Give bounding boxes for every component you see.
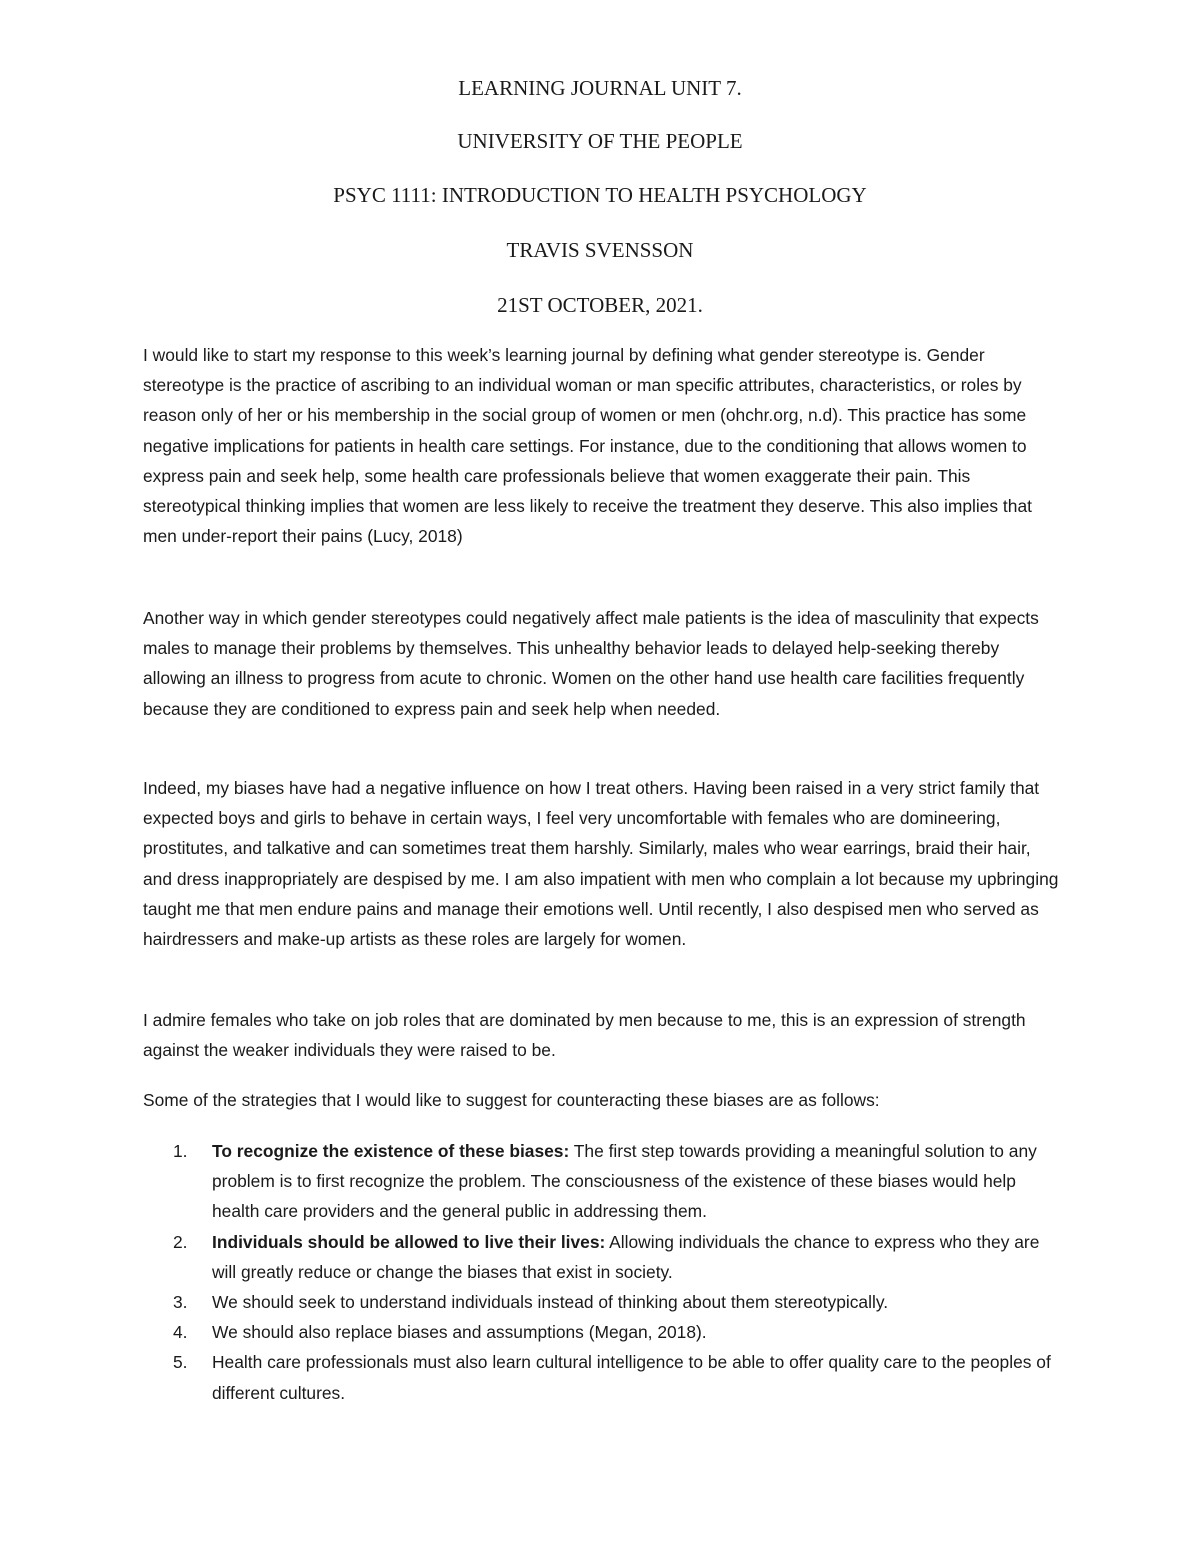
- list-item-text: The first step towards providing a meaningful solution to any problem is to first recognize the problem. The consciousness of the existence of these biases would help health care providers and the general public in addressing them.: [212, 1141, 1037, 1222]
- list-item-text: We should seek to understand individuals instead of thinking about them stereotypically.: [212, 1292, 889, 1313]
- document-date: 21ST OCTOBER, 2021.: [497, 293, 703, 317]
- list-item: [143, 1136, 1063, 1227]
- paragraph-personal-biases: Indeed, my biases have had a negative influence on how I treat others. Having been raised in a very strict family that expected boys and girls to behave in certain ways, I feel very uncomfortable with females who are domineering, prostitutes, and talkative and can sometimes treat them harshly. Similarly, males who wear earrings, braid their hair, and dress inappropriately are despised by me. I am also impatient with men who complain a lot because my upbringing taught me that men endure pains and manage their emotions well. Until recently, I also despised men who served as hairdressers and make-up artists as these roles are largely for women.: [143, 778, 1059, 950]
- paragraph-admiration: I admire females who take on job roles that are dominated by men because to me, this is an expression of strength against the weaker individuals they were raised to be.: [143, 1010, 1026, 1061]
- journal-title: LEARNING JOURNAL UNIT 7.: [458, 76, 742, 100]
- list-item-heading: Individuals should be allowed to live their lives:: [212, 1231, 606, 1252]
- university-name: UNIVERSITY OF THE PEOPLE: [457, 129, 743, 153]
- paragraph-intro: I would like to start my response to this week’s learning journal by defining what gender stereotype is. Gender stereotype is the practice of ascribing to an individual woman or man specific attributes, characteristics, or roles by reason only of her or his membership in the social group of women or men (ohchr.org, n.d). This practice has some negative implications for patients in health care settings. For instance, due to the conditioning that allows women to express pain and seek help, some health care professionals believe that women exaggerate their pain. This stereotypical thinking implies that women are less likely to receive the treatment they deserve. This also implies that men under-report their pains (Lucy, 2018): [143, 345, 1032, 547]
- paragraph-strategies-intro: Some of the strategies that I would like to suggest for counteracting these biases are as follows:: [143, 1090, 880, 1110]
- list-number: 3.: [173, 1292, 188, 1313]
- list-number: 1.: [173, 1141, 188, 1161]
- course-title: PSYC 1111: INTRODUCTION TO HEALTH PSYCHOLOGY: [333, 183, 867, 207]
- list-item-text: We should also replace biases and assumptions (Megan, 2018).: [212, 1322, 707, 1343]
- strategies-list: [143, 1136, 1063, 1408]
- list-item-text: Allowing individuals the chance to express who they are will greatly reduce or change the biases that exist in society.: [212, 1231, 1040, 1282]
- list-item-heading: To recognize the existence of these biases:: [212, 1141, 570, 1161]
- list-number: 5.: [173, 1352, 188, 1373]
- list-number: 4.: [173, 1322, 188, 1343]
- list-item: [143, 1317, 1063, 1347]
- list-item: [143, 1347, 1063, 1407]
- list-item: [143, 1287, 1063, 1317]
- list-number: 2.: [173, 1231, 188, 1252]
- author-name: TRAVIS SVENSSON: [506, 238, 694, 262]
- paragraph-masculinity: Another way in which gender stereotypes could negatively affect male patients is the idea of masculinity that expects males to manage their problems by themselves. This unhealthy behavior leads to delayed help-seeking thereby allowing an illness to progress from acute to chronic. Women on the other hand use health care facilities frequently because they are conditioned to express pain and seek help when needed.: [143, 608, 1039, 719]
- list-item-text: Health care professionals must also learn cultural intelligence to be able to offer quality care to the peoples of different cultures.: [212, 1352, 1051, 1403]
- list-item: [143, 1227, 1063, 1287]
